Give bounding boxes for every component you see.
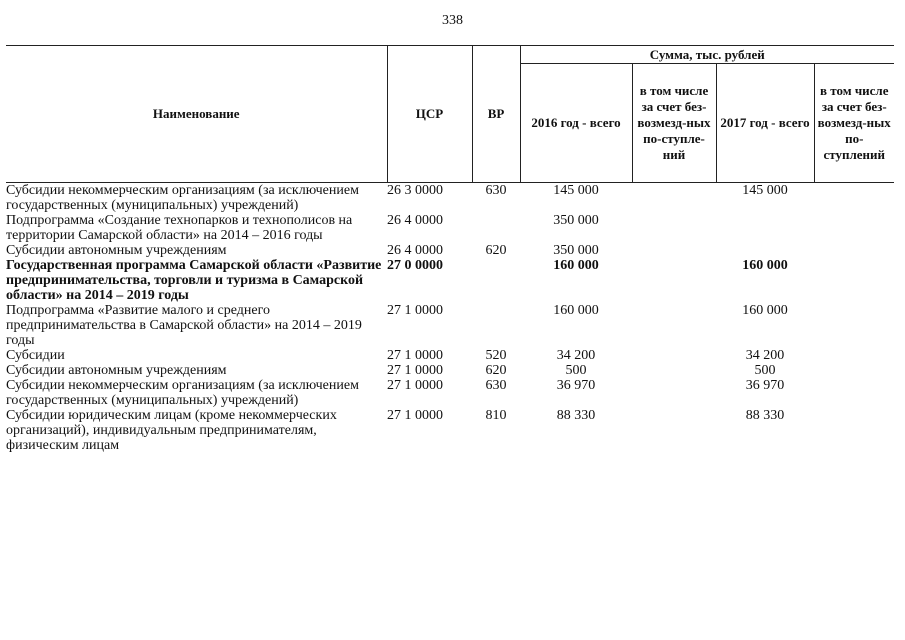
- row-csr: 26 4 0000: [387, 213, 443, 228]
- row-2017-free: [814, 363, 894, 378]
- row-2017-total: 36 970: [745, 378, 785, 393]
- row-name: Субсидии некоммерческим организациям (за исключением государственных (муниципальных) учреждений): [6, 378, 359, 408]
- row-2016-free: [632, 378, 716, 408]
- row-csr: 27 1 0000: [387, 378, 443, 393]
- row-name: Государственная программа Самарской области «Развитие предпринимательства, торговли и туризма в Самарской области» на 2014 – 2019 годы: [6, 258, 382, 303]
- row-2016-total: 350 000: [553, 243, 599, 258]
- row-name: Субсидии автономным учреждениям: [6, 363, 227, 378]
- page-number: 338: [442, 13, 463, 28]
- row-2017-free: [814, 348, 894, 363]
- table-body: [6, 183, 894, 454]
- row-name: Субсидии некоммерческим организациям (за исключением государственных (муниципальных) учреждений): [6, 183, 359, 213]
- row-2017-total: 34 200: [745, 348, 785, 363]
- row-2017-total: 145 000: [742, 183, 788, 198]
- table-row: [6, 183, 894, 214]
- row-2016-total: 160 000: [553, 303, 599, 318]
- row-vr: 620: [485, 363, 507, 378]
- row-name: Подпрограмма «Создание технопарков и технополисов на территории Самарской области» на 2014 – 2016 годы: [6, 213, 353, 243]
- row-2016-free: [632, 213, 716, 243]
- table-row: [6, 378, 894, 408]
- row-csr: 26 4 0000: [387, 243, 443, 258]
- header-name: Наименование: [6, 46, 387, 183]
- row-2016-total: 34 200: [556, 348, 596, 363]
- row-name: Субсидии юридическим лицам (кроме некоммерческих организаций), индивидуальным предпринимателям, физическим лицам: [6, 408, 337, 453]
- header-2016-free: в том числе за счет без-возмезд-ных по-ступле-ний: [632, 64, 716, 183]
- row-2016-total: 88 330: [556, 408, 596, 423]
- row-csr: 27 0 0000: [387, 258, 443, 273]
- row-2016-total: 145 000: [553, 183, 599, 198]
- row-2017-free: [814, 183, 894, 214]
- table-row: [6, 258, 894, 303]
- table-row: [6, 348, 894, 363]
- row-csr: 27 1 0000: [387, 408, 443, 423]
- row-2016-total: 36 970: [556, 378, 596, 393]
- header-csr: ЦСР: [387, 46, 472, 183]
- table-row: [6, 303, 894, 348]
- table-row: [6, 408, 894, 453]
- row-csr: 27 1 0000: [387, 363, 443, 378]
- row-2016-free: [632, 408, 716, 453]
- table-header: [6, 46, 894, 183]
- header-2017-total: 2017 год - всего: [716, 64, 814, 183]
- row-2016-free: [632, 258, 716, 303]
- row-csr: 27 1 0000: [387, 303, 443, 318]
- row-2017-free: [814, 258, 894, 303]
- row-2016-total: 160 000: [553, 258, 599, 273]
- table-row: [6, 213, 894, 243]
- row-2016-free: [632, 363, 716, 378]
- header-2016-total: 2016 год - всего: [520, 64, 632, 183]
- row-vr: 630: [485, 378, 507, 393]
- row-vr: [472, 303, 520, 348]
- header-sum-group: Сумма, тыс. рублей: [520, 46, 894, 64]
- row-2016-free: [632, 348, 716, 363]
- row-2017-total: 160 000: [742, 258, 788, 273]
- row-2017-total: 500: [754, 363, 776, 378]
- row-csr: 26 3 0000: [387, 183, 443, 198]
- row-2017-free: [814, 243, 894, 258]
- row-2017-total: [716, 213, 814, 243]
- row-2017-free: [814, 408, 894, 453]
- row-name: Субсидии автономным учреждениям: [6, 243, 227, 258]
- row-2017-total: 88 330: [745, 408, 785, 423]
- row-name: Подпрограмма «Развитие малого и среднего предпринимательства в Самарской области» на 2014 – 2019 годы: [6, 303, 362, 348]
- row-2017-free: [814, 303, 894, 348]
- row-2016-free: [632, 183, 716, 214]
- row-vr: [472, 258, 520, 303]
- header-vr: ВР: [472, 46, 520, 183]
- row-2016-total: 500: [565, 363, 587, 378]
- budget-table: [6, 45, 894, 453]
- table-row: [6, 243, 894, 258]
- row-2016-total: 350 000: [553, 213, 599, 228]
- row-name: Субсидии: [6, 348, 65, 363]
- row-2016-free: [632, 303, 716, 348]
- table-row: [6, 363, 894, 378]
- row-2017-total: [716, 243, 814, 258]
- header-2017-free: в том числе за счет без-возмезд-ных по-ступлений: [814, 64, 894, 183]
- row-vr: 810: [485, 408, 507, 423]
- row-csr: 27 1 0000: [387, 348, 443, 363]
- row-vr: 520: [485, 348, 507, 363]
- row-2017-free: [814, 378, 894, 408]
- row-2017-free: [814, 213, 894, 243]
- row-2017-total: 160 000: [742, 303, 788, 318]
- row-vr: [472, 213, 520, 243]
- row-2016-free: [632, 243, 716, 258]
- row-vr: 620: [485, 243, 507, 258]
- row-vr: 630: [485, 183, 507, 198]
